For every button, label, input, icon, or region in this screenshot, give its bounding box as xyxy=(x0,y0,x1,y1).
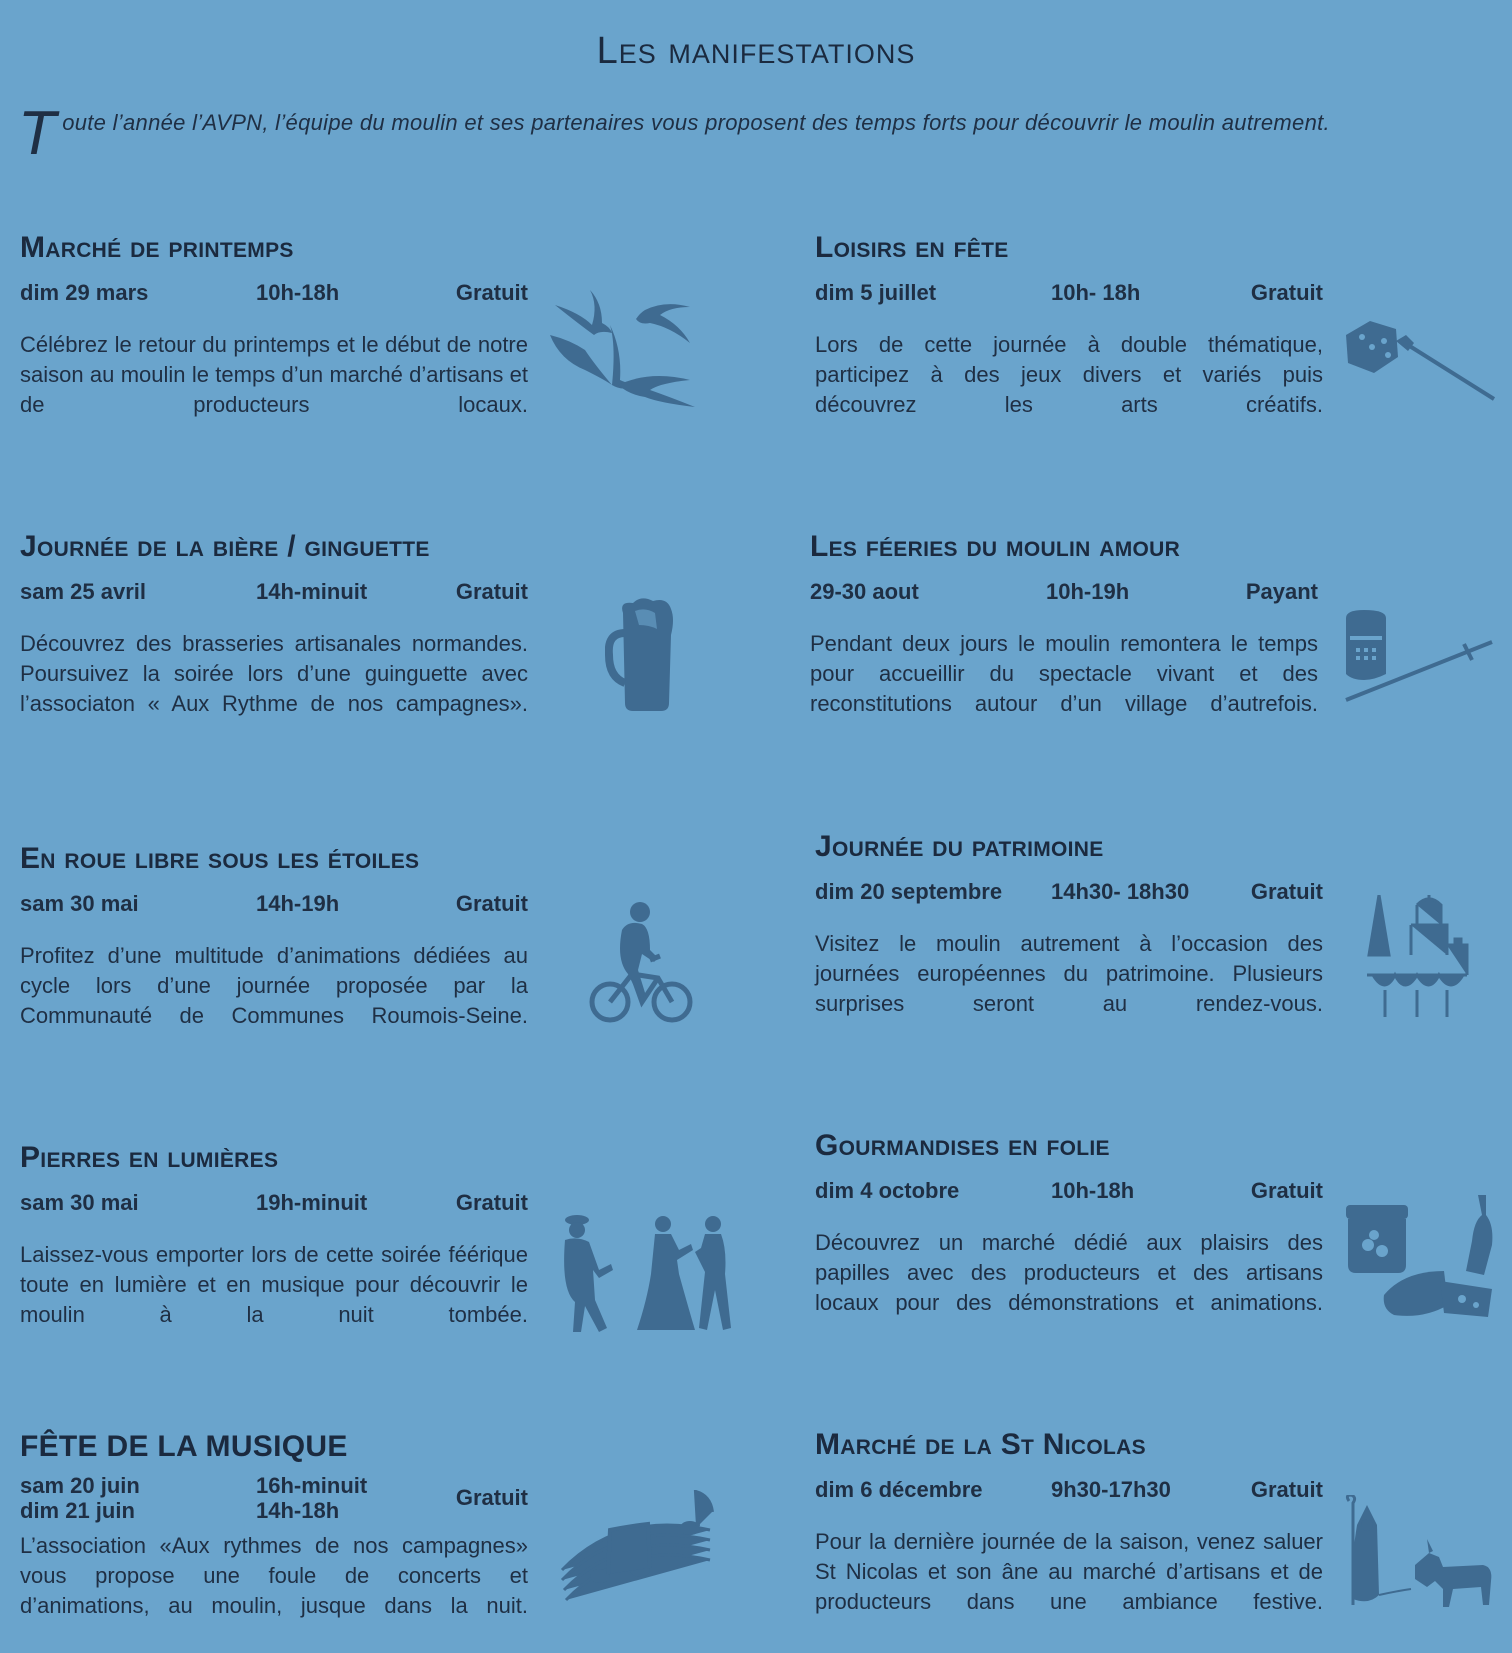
event-time: 19h-minuit xyxy=(256,1190,368,1215)
event-title: En roue libre sous les étoiles xyxy=(20,842,420,875)
saint-nicolas-donkey-icon xyxy=(1343,1495,1495,1610)
event-description: Pendant deux jours le moulin remontera le temps pour accueillir du spectacle vivant et des reconstitutions autour d’un village d’autrefois. xyxy=(810,631,1318,716)
cyclist-icon xyxy=(588,900,695,1030)
event-time: 10h- 18h xyxy=(1051,280,1141,305)
event-time: 14h-19h xyxy=(256,891,340,916)
event-price: Gratuit xyxy=(1250,1477,1323,1502)
event-meta xyxy=(815,280,1323,308)
event-price: Gratuit xyxy=(455,1190,528,1215)
event-price: Gratuit xyxy=(455,891,528,916)
event-price: Gratuit xyxy=(455,280,528,305)
event-title: Pierres en lumières xyxy=(20,1141,279,1174)
page-title: Les manifestations xyxy=(596,30,916,72)
event-fete-musique xyxy=(20,1429,528,1621)
event-price: Gratuit xyxy=(455,579,528,604)
event-date: sam 30 mai xyxy=(20,1190,139,1215)
event-meta xyxy=(20,579,528,607)
monuments-icon xyxy=(1367,895,1474,1020)
event-date: sam 20 juin xyxy=(20,1473,140,1498)
event-date: dim 4 octobre xyxy=(815,1178,960,1203)
event-title: Gourmandises en folie xyxy=(815,1129,1110,1162)
event-title: Loisirs en fête xyxy=(815,231,1009,264)
event-description: Pour la dernière journée de la saison, venez saluer St Nicolas et son âne au marché d’artisans et de producteurs dans une ambiance festive. xyxy=(815,1529,1323,1614)
knight-helmet-sword-icon xyxy=(1344,610,1494,705)
event-marche-st-nicolas xyxy=(815,1427,1323,1617)
event-price: Gratuit xyxy=(455,1485,528,1510)
event-time-2: 14h-18h xyxy=(256,1498,340,1523)
event-title: Marché de la St Nicolas xyxy=(815,1428,1146,1461)
event-time: 10h-19h xyxy=(1046,579,1130,604)
dice-brush-icon xyxy=(1342,315,1497,405)
event-price: Gratuit xyxy=(1250,280,1323,305)
event-title: Marché de printemps xyxy=(20,231,294,264)
event-time: 10h-18h xyxy=(1051,1178,1135,1203)
event-description: Profitez d’une multitude d’animations dédiées au cycle lors d’une journée proposée par la Communauté de Communes Roumois-Seine. xyxy=(20,943,528,1028)
event-description: Laissez-vous emporter lors de cette soirée féérique toute en lumière et en musique pour découvrir le moulin à la nuit tombée. xyxy=(20,1242,528,1327)
event-times xyxy=(256,1473,367,1523)
event-meta xyxy=(815,879,1323,907)
swallows-icon xyxy=(550,285,735,420)
event-description: Célébrez le retour du printemps et le début de notre saison au moulin le temps d’un marché d’artisans et de producteurs locaux. xyxy=(20,332,528,417)
event-description: Découvrez un marché dédié aux plaisirs des papilles avec des producteurs et des artisans locaux pour des démonstrations et animations. xyxy=(815,1230,1323,1315)
event-gourmandises xyxy=(815,1128,1323,1318)
event-time: 14h30- 18h30 xyxy=(1051,879,1190,904)
event-description: L’association «Aux rythmes de nos campagnes» vous propose une foule de concerts et d’animations, au moulin, jusque dans la nuit. xyxy=(20,1533,528,1618)
event-loisirs-en-fete xyxy=(815,230,1323,420)
event-date: dim 5 juillet xyxy=(815,280,937,305)
event-title: Les féeries du moulin amour xyxy=(810,530,1181,563)
intro-dropcap: T xyxy=(18,99,57,168)
event-date: sam 30 mai xyxy=(20,891,139,916)
dancers-icon xyxy=(555,1210,735,1335)
event-meta xyxy=(815,1477,1323,1505)
event-marche-printemps xyxy=(20,230,528,420)
event-description: Visitez le moulin autrement à l’occasion des journées européennes du patrimoine. Plusieurs surprises seront au rendez-vous. xyxy=(815,931,1323,1016)
event-date: dim 20 septembre xyxy=(815,879,1003,904)
music-notes-icon xyxy=(560,1490,720,1610)
event-roue-libre xyxy=(20,841,528,1031)
event-date: sam 25 avril xyxy=(20,579,146,604)
event-meta xyxy=(20,280,528,308)
event-price: Gratuit xyxy=(1250,1178,1323,1203)
event-time: 10h-18h xyxy=(256,280,340,305)
event-date: dim 29 mars xyxy=(20,280,149,305)
event-feeries-moulin xyxy=(810,529,1318,719)
event-date-2: dim 21 juin xyxy=(20,1498,135,1523)
event-price: Payant xyxy=(1245,579,1318,604)
event-meta xyxy=(20,891,528,919)
intro-paragraph xyxy=(18,99,1498,168)
event-title: FÊTE DE LA MUSIQUE xyxy=(20,1430,348,1463)
beer-mug-icon xyxy=(605,595,680,713)
event-title: Journée du patrimoine xyxy=(815,830,1104,863)
event-title: Journée de la bière / ginguette xyxy=(20,530,430,563)
event-date: dim 6 décembre xyxy=(815,1477,983,1502)
intro-text: oute l’année l’AVPN, l’équipe du moulin et ses partenaires vous proposent des temps forts pour découvrir le moulin autrement. xyxy=(62,110,1330,135)
event-meta xyxy=(815,1178,1323,1206)
event-meta xyxy=(810,579,1318,607)
event-time: 9h30-17h30 xyxy=(1051,1477,1171,1502)
event-time: 14h-minuit xyxy=(256,579,368,604)
event-journee-biere xyxy=(20,529,528,719)
event-price: Gratuit xyxy=(1250,879,1323,904)
event-dates xyxy=(20,1473,140,1523)
event-meta xyxy=(20,1190,528,1218)
jam-wine-cheese-icon xyxy=(1344,1195,1494,1325)
event-description: Lors de cette journée à double thématique, participez à des jeux divers et variés puis découvrez les arts créatifs. xyxy=(815,332,1323,417)
event-journee-patrimoine xyxy=(815,829,1323,1019)
event-time: 16h-minuit xyxy=(256,1473,368,1498)
event-description: Découvrez des brasseries artisanales normandes. Poursuivez la soirée lors d’une guinguette avec l’associaton « Aux Rythme de nos campagnes». xyxy=(20,631,528,716)
event-pierres-lumieres xyxy=(20,1140,528,1330)
event-date: 29-30 aout xyxy=(810,579,919,604)
event-meta xyxy=(20,1473,528,1523)
